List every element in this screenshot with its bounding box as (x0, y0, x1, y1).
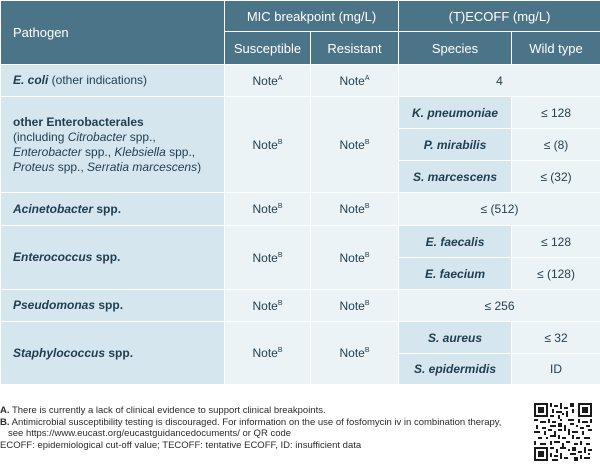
header-susceptible: Susceptible (225, 32, 311, 65)
header-ecoff: (T)ECOFF (mg/L) (399, 1, 600, 32)
resistant-pseudomonas: Note$^B$ (311, 290, 399, 322)
susceptible-staphylococcus: Note$^B$ (225, 322, 311, 385)
ecoff-acinetobacter: ≤ (512) (399, 193, 600, 226)
susceptible-pseudomonas: Note$^B$ (225, 290, 311, 322)
pathogen-acinetobacter: Acinetobacter spp. (1, 193, 225, 226)
susceptible-acinetobacter: Note$^B$ (225, 193, 311, 226)
resistant-staphylococcus: Note$^B$ (311, 322, 399, 385)
header-row-1 (1, 1, 600, 32)
species-p-mirabilis: P. mirabilis (399, 129, 512, 161)
species-s-epidermidis: S. epidermidis (399, 354, 512, 385)
wild-type-p-mirabilis: ≤ (8) (512, 129, 600, 161)
wild-type-e-faecium: ≤ (128) (512, 258, 600, 290)
footnote-abbreviations: ECOFF: epidemiological cut-off value; TECOFF: tentative ECOFF, ID: insufficient data (0, 439, 362, 451)
susceptible-enterococcus: Note$^B$ (225, 226, 311, 290)
susceptible-enterobacterales: Note$^B$ (225, 97, 311, 193)
header-pathogen: Pathogen (1, 1, 225, 65)
susceptible-ecoli: Note$^A$ (225, 65, 311, 97)
table-row-enterobacterales (1, 97, 600, 129)
pathogen-pseudomonas: Pseudomonas spp. (1, 290, 225, 322)
ecoff-pseudomonas: ≤ 256 (399, 290, 600, 322)
pathogen-ecoli: E. coli (other indications) (1, 65, 225, 97)
wild-type-k-pneumoniae: ≤ 128 (512, 97, 600, 129)
footnote-b-link: see https://www.eucast.org/eucastguidancedocuments/ or QR code (8, 428, 292, 440)
wild-type-s-aureus: ≤ 32 (512, 322, 600, 354)
resistant-acinetobacter: Note$^B$ (311, 193, 399, 226)
resistant-enterobacterales: Note$^B$ (311, 97, 399, 193)
resistant-ecoli: Note$^A$ (311, 65, 399, 97)
species-e-faecalis: E. faecalis (399, 226, 512, 258)
resistant-enterococcus: Note$^B$ (311, 226, 399, 290)
header-wild-type: Wild type (512, 32, 600, 65)
table-row-enterococcus (1, 226, 600, 258)
species-s-marcescens: S. marcescens (399, 161, 512, 193)
table-row-staphylococcus (1, 322, 600, 354)
wild-type-s-epidermidis: ID (512, 354, 600, 385)
species-s-aureus: S. aureus (399, 322, 512, 354)
pathogen-enterococcus: Enterococcus spp. (1, 226, 225, 290)
table-row-pseudomonas (1, 290, 600, 322)
footnote-b: B. Antimicrobial susceptibility testing is discouraged. For information on the use of fosfomycin iv in combination therapy, (0, 416, 502, 428)
wild-type-s-marcescens: ≤ (32) (512, 161, 600, 193)
wild-type-e-faecalis: ≤ 128 (512, 226, 600, 258)
qr-code-icon[interactable] (534, 403, 592, 461)
species-e-faecium: E. faecium (399, 258, 512, 290)
pathogen-staphylococcus: Staphylococcus spp. (1, 322, 225, 385)
header-mic-breakpoint: MIC breakpoint (mg/L) (225, 1, 399, 32)
species-k-pneumoniae: K. pneumoniae (399, 97, 512, 129)
footnote-a: A. There is currently a lack of clinical evidence to support clinical breakpoints. (0, 405, 326, 416)
header-species: Species (399, 32, 512, 65)
table-row-acinetobacter (1, 193, 600, 226)
ecoff-ecoli: 4 (399, 65, 600, 97)
pathogen-enterobacterales: other Enterobacterales (including Citrobacter spp., Enterobacter spp., Klebsiella spp., Proteus spp., Serratia marcescens) (1, 97, 225, 193)
footnotes (0, 405, 528, 451)
table-row-ecoli (1, 65, 600, 97)
header-resistant: Resistant (311, 32, 399, 65)
